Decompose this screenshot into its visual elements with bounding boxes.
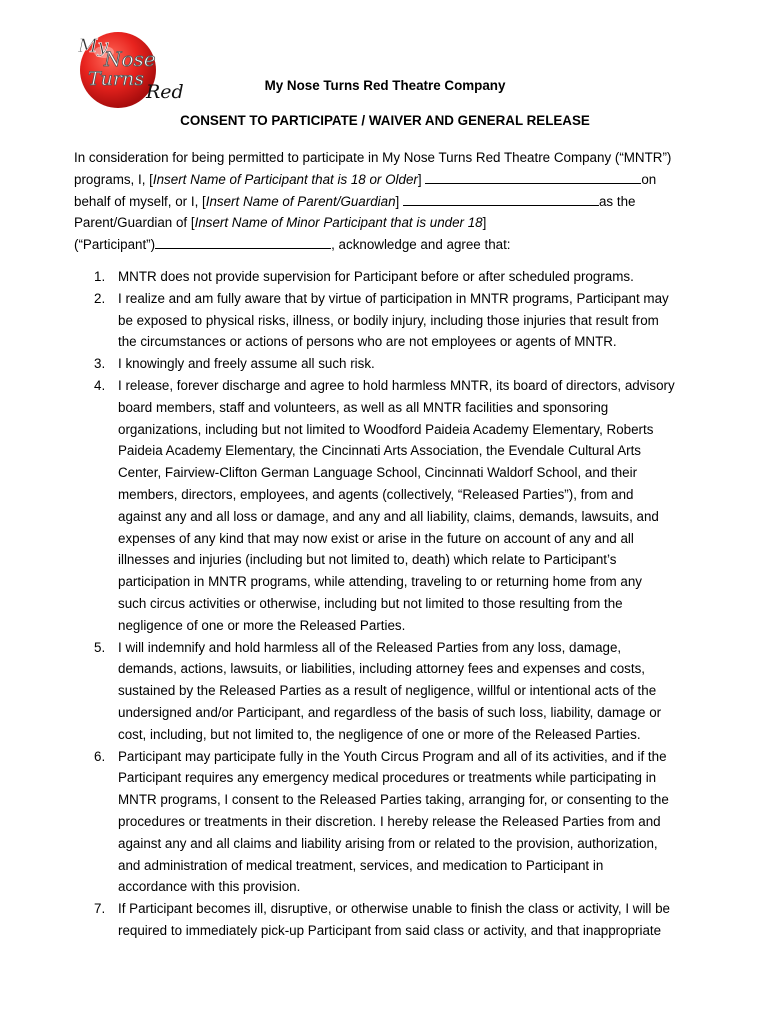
intro-text: Parent/Guardian of [ (74, 215, 195, 231)
list-item-line: Participant may participate fully in the Youth Circus Program and all of its activities, and if the (118, 748, 667, 764)
placeholder-adult-participant: Insert Name of Participant that is 18 or Older (152, 171, 418, 187)
list-item-line: MNTR does not provide supervision for Participant before or after scheduled programs. (118, 269, 634, 284)
list-item-line: the circumstances or actions of persons who are not employees or agents of MNTR. (118, 334, 617, 350)
list-item-line: Paideia Academy Elementary, the Cincinnati Arts Association, the Evendale Cultural Arts (118, 443, 642, 459)
document-title: CONSENT TO PARTICIPATE / WAIVER AND GENERAL RELEASE (180, 113, 590, 128)
intro-text: ] (395, 193, 403, 209)
blank-minor-participant-name[interactable] (155, 236, 331, 249)
intro-line-4 (74, 212, 714, 234)
list-item-line: required to immediately pick-up Participant from said class or activity, and that inappropriate (118, 922, 662, 938)
intro-text: ] (417, 171, 426, 187)
list-item-number: 3. (94, 356, 106, 372)
list-item-line: organizations, including but not limited to Woodford Paideia Academy Elementary, Roberts (118, 421, 654, 437)
terms-list (74, 266, 702, 942)
intro-line-3 (74, 191, 714, 213)
list-item-number: 4. (94, 377, 106, 393)
intro-text: (“Participant”) (74, 237, 156, 253)
logo-text-red: Red (146, 81, 184, 103)
list-item-line: Center, Fairview-Clifton German Language School, Cincinnati Waldorf School, and their (118, 465, 638, 481)
list-item (74, 266, 702, 288)
list-item-number: 7. (94, 901, 106, 917)
logo-text-my: My (78, 35, 109, 57)
list-item-line: illnesses and injuries (including but not limited to, death) which relate to Participant’s (118, 552, 617, 568)
list-item-number: 2. (94, 290, 106, 306)
list-item-line: cost, including, but not limited to, the negligence of one or more of the Released Parties. (118, 726, 641, 742)
logo-text-turns: Turns (88, 68, 144, 90)
list-item-line: undersigned and/or Participant, and regardless of the basis of such loss, liability, damage or (118, 704, 662, 720)
list-item-line: I release, forever discharge and agree to hold harmless MNTR, its board of directors, advisory (118, 377, 675, 393)
placeholder-minor-participant: Insert Name of Minor Participant that is under 18 (194, 215, 483, 231)
list-item-line: against any and all claims and liability arising from or related to the provision, authorization, (118, 835, 658, 851)
list-item-line: negligence of one or more the Released Parties. (118, 617, 406, 633)
list-item-line: be exposed to physical risks, illness, or bodily injury, including those injuries that result from (118, 312, 659, 328)
list-item-line: participation in MNTR programs, while attending, traveling to or returning home from any (118, 574, 642, 590)
list-item-line: against any and all loss or damage, and any and all liability, claims, demands, lawsuits, and (118, 508, 659, 524)
list-item-line: board members, staff and volunteers, as well as all MNTR facilities and sponsoring (118, 399, 609, 415)
list-item-line: demands, actions, lawsuits, or liabilities, including attorney fees and expenses and costs, (118, 661, 645, 677)
list-item-line: accordance with this provision. (118, 879, 301, 895)
list-item-line: sustained by the Released Parties as a result of negligence, willful or intentional acts of the (118, 683, 657, 699)
list-item (74, 746, 702, 899)
list-item (74, 288, 702, 353)
intro-text: on (641, 171, 657, 187)
company-logo (74, 30, 196, 112)
list-item (74, 637, 702, 746)
list-item-line: procedures or treatments in their discretion. I hereby release the Released Parties from and (118, 813, 661, 829)
list-item-line: I will indemnify and hold harmless all of the Released Parties from any loss, damage, (118, 639, 622, 655)
list-item-line: MNTR programs, I consent to the Released Parties taking, arranging for, or consenting to the (118, 792, 669, 808)
intro-text: behalf of myself, or I, [ (74, 193, 206, 209)
list-item-number: 1. (94, 269, 106, 284)
list-item (74, 898, 702, 942)
company-name: My Nose Turns Red Theatre Company (264, 78, 506, 93)
intro-text: , acknowledge and agree that: (331, 237, 511, 253)
list-item-line: expenses of any kind that may now exist or arise in the future on account of any and all (118, 530, 634, 546)
intro-text: programs, I, [ (74, 171, 153, 187)
list-item-line: such circus activities or otherwise, including but not limited to those resulting from the (118, 595, 623, 611)
blank-parent-guardian-name[interactable] (403, 193, 599, 206)
intro-text: ] (482, 215, 487, 231)
blank-adult-participant-name[interactable] (425, 171, 641, 184)
logo-text-nose: Nose (104, 47, 156, 71)
intro-text: as the (598, 193, 636, 209)
list-item (74, 353, 702, 375)
intro-line-2 (74, 169, 714, 191)
intro-line-5 (74, 234, 714, 256)
list-item-line: members, directors, employees, and agents (collectively, “Released Parties”), from and (118, 486, 634, 502)
list-item-line: and administration of medical treatment, services, and medication to Participant in (118, 857, 604, 873)
list-item-number: 6. (94, 748, 106, 764)
intro-line-1: In consideration for being permitted to participate in My Nose Turns Red Theatre Company (“MNTR”) (74, 150, 672, 165)
list-item-line: If Participant becomes ill, disruptive, or otherwise unable to finish the class or activity, I will be (118, 901, 670, 917)
list-item-line: Participant requires any emergency medical procedures or treatments while participating in (118, 770, 657, 786)
list-item-number: 5. (94, 639, 106, 655)
placeholder-parent-guardian: Insert Name of Parent/Guardian (205, 193, 396, 209)
list-item-line: I knowingly and freely assume all such risk. (118, 356, 375, 372)
list-item-line: I realize and am fully aware that by virtue of participation in MNTR programs, Participant may (118, 290, 669, 306)
intro-paragraph (74, 147, 714, 256)
list-item (74, 375, 702, 637)
